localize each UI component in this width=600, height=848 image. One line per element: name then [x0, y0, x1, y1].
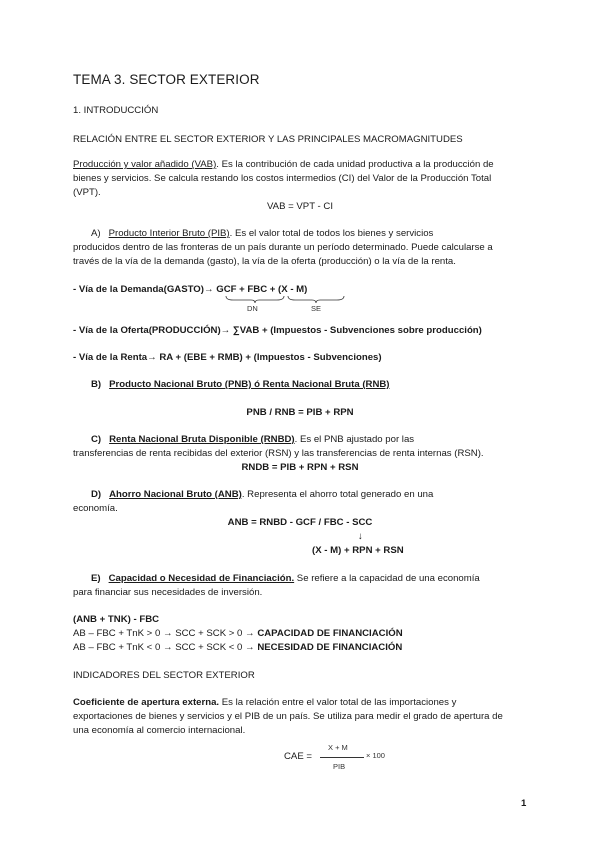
capacidad-label: CAPACIDAD DE FINANCIACIÓN: [257, 628, 403, 639]
vab-text-1: . Es la contribución de cada unidad productiva a la producción de: [216, 159, 494, 170]
cnf-capacidad-line: [73, 627, 403, 641]
pib-letter: A): [91, 228, 101, 239]
pib-via-renta: - Vía de la Renta→ RA + (EBE + RMB) + (Impuestos - Subvenciones): [73, 352, 382, 363]
pib-text-1: . Es el valor total de todos los bienes y servicios: [229, 228, 434, 239]
section-heading: 1. INTRODUCCIÓN: [73, 105, 159, 116]
rndb-text-1: . Es el PNB ajustado por las: [294, 434, 415, 445]
page-number: 1: [521, 798, 527, 809]
cnf-formula: (ANB + TNK) - FBC: [73, 614, 160, 625]
cnf-letter: E): [91, 573, 101, 584]
rndb-term: Renta Nacional Bruta Disponible (RNBD): [109, 434, 295, 445]
pnb-letter: B): [91, 379, 102, 390]
se-label: SE: [311, 304, 322, 313]
cae-multiplier: × 100: [366, 751, 385, 760]
vab-text-2: bienes y servicios. Se calcula restando los costos intermedios (CI) del Valor de la Producción Total: [73, 173, 492, 184]
anb-arrow: ↓: [358, 531, 363, 542]
pnb-term: Producto Nacional Bruto (PNB) ó Renta Nacional Bruta (RNB): [109, 379, 390, 390]
anb-sub-formula: (X - M) + RPN + RSN: [312, 545, 404, 556]
cae-text-2: exportaciones de bienes y servicios y el PIB de un país. Se utiliza para medir el grado de apertura de: [73, 711, 503, 722]
rndb-heading: [91, 433, 414, 447]
indicadores-heading: INDICADORES DEL SECTOR EXTERIOR: [73, 670, 255, 681]
pib-text-3: través de la vía de la demanda (gasto), la vía de la oferta (producción) o la vía de la renta.: [73, 256, 456, 267]
vab-text-3: (VPT).: [73, 187, 101, 198]
rndb-formula: RNDB = PIB + RPN + RSN: [241, 462, 359, 473]
cnf-text-1: Se refiere a la capacidad de una economía: [294, 573, 480, 584]
anb-text-1: . Representa el ahorro total generado en una: [241, 489, 434, 500]
pnb-formula: PNB / RNB = PIB + RPN: [246, 407, 354, 418]
cae-numerator: X + M: [328, 743, 348, 752]
vab-formula: VAB = VPT - CI: [266, 201, 334, 212]
cnf-text-2: para financiar sus necesidades de inversión.: [73, 587, 263, 598]
cnf-necesidad-line: [73, 641, 402, 655]
cae-term: Coeficiente de apertura externa.: [73, 697, 220, 708]
cnf-line-1: AB – FBC + TnK > 0 → SCC + SCK > 0 →: [73, 628, 258, 639]
anb-formula: ANB = RNBD - GCF / FBC - SCC: [227, 517, 373, 528]
cae-denominator: PIB: [333, 762, 346, 771]
anb-text-2: economía.: [73, 503, 118, 514]
anb-letter: D): [91, 489, 102, 500]
vab-paragraph: [73, 158, 494, 172]
cae-lhs: CAE =: [284, 751, 312, 762]
rndb-letter: C): [91, 434, 102, 445]
anb-term: Ahorro Nacional Bruto (ANB): [109, 489, 242, 500]
cae-fraction-bar: [320, 757, 364, 758]
pib-via-oferta: - Vía de la Oferta(PRODUCCIÓN)→ ∑VAB + (Impuestos - Subvenciones sobre producción): [73, 325, 482, 336]
pib-term: Producto Interior Bruto (PIB): [108, 228, 230, 239]
pib-via-demanda: - Vía de la Demanda(GASTO)→ GCF + FBC + (X - M): [73, 284, 308, 295]
cae-paragraph: [73, 696, 456, 710]
necesidad-label: NECESIDAD DE FINANCIACIÓN: [257, 642, 403, 653]
anb-heading: [91, 488, 433, 502]
cnf-heading: [91, 572, 480, 586]
pnb-heading: [91, 378, 390, 392]
se-brace: [287, 295, 345, 303]
pib-text-2: producidos dentro de las fronteras de un país durante un período determinado. Puede calcularse a: [73, 242, 493, 253]
cnf-term: Capacidad o Necesidad de Financiación.: [108, 573, 295, 584]
dn-brace: [225, 295, 285, 303]
cae-text-1: Es la relación entre el valor total de las importaciones y: [219, 697, 457, 708]
cae-text-3: una economía al comercio internacional.: [73, 725, 246, 736]
pib-heading: [91, 227, 433, 241]
page-title: TEMA 3. SECTOR EXTERIOR: [73, 72, 260, 87]
cnf-line-2: AB – FBC + TnK < 0 → SCC + SCK < 0 →: [73, 642, 258, 653]
rndb-text-2: transferencias de renta recibidas del exterior (RSN) y las transferencias de renta internas (RSN).: [73, 448, 484, 459]
dn-label: DN: [247, 304, 258, 313]
vab-term: Producción y valor añadido (VAB): [73, 159, 217, 170]
subtitle-heading: RELACIÓN ENTRE EL SECTOR EXTERIOR Y LAS PRINCIPALES MACROMAGNITUDES: [73, 134, 463, 145]
